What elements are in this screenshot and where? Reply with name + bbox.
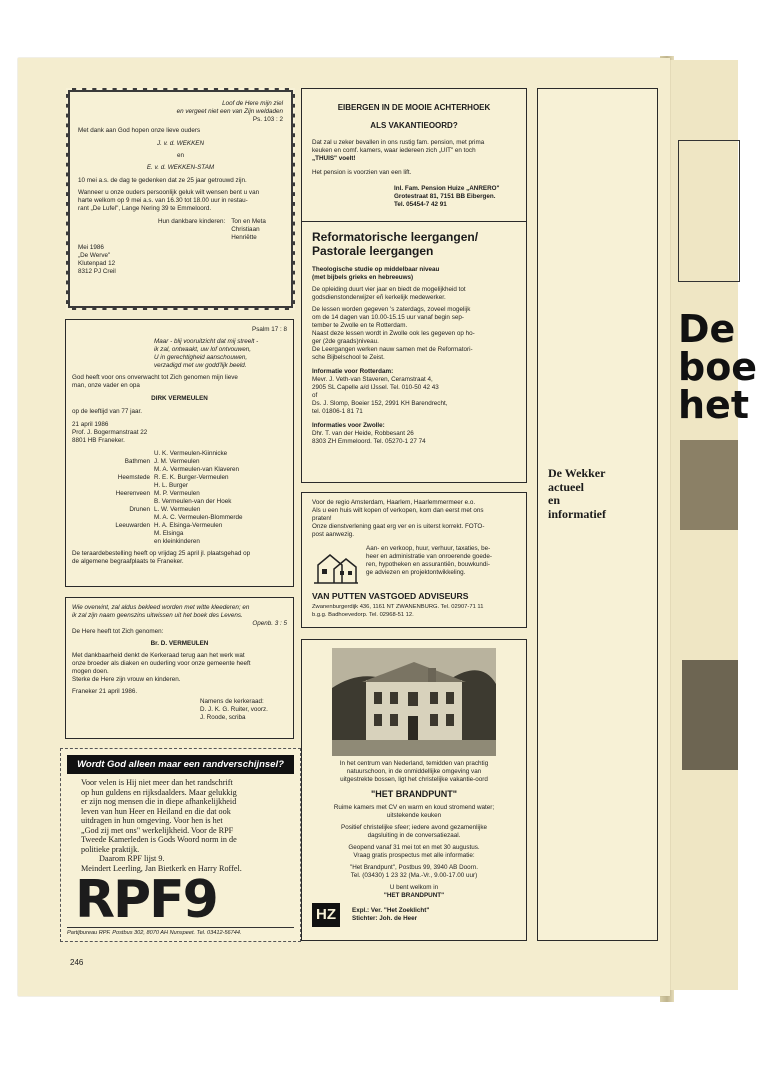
services-line: heer en administratie van onroerende goede-: [366, 553, 493, 560]
company-name: VAN PUTTEN VASTGOED ADVISEURS: [312, 591, 469, 601]
verse-line: ik zal, ontwaakt, uw lof ontvouwen,: [154, 346, 251, 353]
intro-line: man, onze vader en opa: [72, 382, 140, 389]
p4-line: Vraag gratis prospectus met alle informatie:: [353, 852, 475, 859]
ad-rpf: [60, 748, 301, 942]
wekker-line: actueel: [548, 479, 584, 494]
venue-name: "HET BRANDPUNT": [370, 789, 458, 799]
rdam-line: of: [312, 392, 318, 399]
intro-line: God heeft voor ons onverwacht tot Zich genomen mijn lieve: [72, 374, 238, 381]
family-name: L. W. Vermeulen: [154, 506, 201, 513]
p2-line: tember te Zwolle en te Rotterdam.: [312, 322, 408, 329]
body-line: Tweede Kamerleden is Gods Woord norm in de: [81, 835, 237, 844]
funeral-line: de algemene begraafplaats te Franeker.: [72, 558, 184, 565]
verse-line: Wie overwint, zal aldus bekleed worden met witte kleederen; en: [72, 604, 250, 611]
and-text: en: [176, 152, 184, 159]
body-line: politieke praktijk.: [81, 844, 140, 854]
p1-line: De opleiding duurt vier jaar en biedt de mogelijkheid tot: [312, 286, 466, 293]
expl-line: Stichter: Joh. de Heer: [352, 915, 418, 922]
rdam-line: 2905 SL Capelle a/d IJssel. Tel. 010-50 42 43: [312, 384, 439, 391]
family-name: J. M. Vermeulen: [154, 458, 200, 465]
body-line: uitdragen in hun omgeving. Voor hen is het: [81, 816, 223, 825]
services-line: ren, hypotheken en assurantiën, bouwkundi-: [366, 561, 490, 568]
p2-line: Naast deze lessen wordt in Zwolle ook les gegeven op ho-: [312, 330, 475, 337]
invite-line: Wanneer u onze ouders persoonlijk geluk wilt wensen bent u van: [78, 189, 260, 196]
p1-line: natuurschoon, in de onmiddellijke omgeving van: [346, 768, 482, 775]
wekker-line: De Wekker: [548, 466, 606, 480]
invite-line: harte welkom op 9 mei a.s. van 16.30 tot 18.00 uur in restau-: [78, 197, 248, 204]
text-line: mogen doen.: [72, 668, 109, 675]
family-place: Drunen: [129, 506, 150, 513]
family-name: B. Vermeulen-van der Hoek: [154, 498, 232, 505]
address-line: Mei 1986: [78, 244, 104, 251]
magazine-page: [18, 58, 670, 996]
p1-line: uitgestrekte bossen, ligt het christelijke vakantie-oord: [340, 776, 488, 783]
verse-line: Loof de Here mijn ziel: [222, 100, 283, 107]
verse-line: ik zal zijn naam geenszins uitwissen uit het boek des Levens.: [72, 612, 243, 619]
p1-line: In het centrum van Nederland, temidden van prachtig: [339, 760, 489, 767]
building-photo: [332, 648, 496, 756]
services-line: ge adviezen en projektontwikkeling.: [366, 569, 466, 576]
family-place: Bathmen: [124, 458, 150, 465]
text-line: onze broeder als diaken en ouderling voor onze gemeente heeft: [72, 660, 251, 667]
date-line: Franeker 21 april 1986.: [72, 688, 138, 695]
ad-title: ALS VAKANTIEOORD?: [370, 121, 458, 130]
child-name: Christiaan: [231, 226, 260, 233]
family-place: Heerenveen: [115, 490, 150, 497]
text-line: Sterke de Here zijn vrouw en kinderen.: [72, 676, 181, 683]
rdam-line: Mevr. J. Veth-van Staveren, Ceramstraat 4,: [312, 376, 433, 383]
body-line: op hun guldens en rijksdaalders. Maar gelukkig: [81, 787, 237, 797]
lift-line: Het pension is voorzien van een lift.: [312, 169, 412, 176]
p3-line: dagsluiting in de conversatiezaal.: [367, 832, 461, 839]
ad-title: EIBERGEN IN DE MOOIE ACHTERHOEK: [337, 103, 491, 112]
family-place: [72, 450, 154, 458]
names-line: Meindert Leerling, Jan Bietkerk en Harry Roffel.: [81, 863, 242, 873]
family-name: U. K. Vermeulen-Kiinnicke: [154, 450, 228, 457]
address-line: 8801 HB Franeker.: [72, 437, 125, 444]
intro-line: Voor de regio Amsterdam, Haarlem, Haarlemmermeer e.o.: [312, 499, 476, 506]
subtitle-line: (met bijbels grieks en hebreeuws): [312, 274, 414, 281]
intro-line: praten!: [312, 515, 332, 522]
family-name: M. A. C. Vermeulen-Blommerde: [154, 514, 243, 521]
contact-line: Tel. 05454-7 42 91: [394, 201, 447, 208]
sign-line: Namens de kerkeraad:: [200, 698, 264, 705]
p2-line: Ruime kamers met CV en warm en koud stromend water;: [333, 804, 495, 811]
sign-line: D. J. K. G. Ruiter, voorz.: [200, 706, 268, 713]
address-line: Prof. J. Bogermanstraat 22: [72, 429, 148, 436]
intro-text: Met dank aan God hopen onze lieve ouders: [78, 127, 201, 134]
body-line: keuken en comf. kamers, waar iedereen zich „UIT" en toch: [312, 147, 476, 154]
family-name: M. P. Vermeulen: [154, 490, 200, 497]
ad-kerkeraad: [65, 597, 294, 739]
address-line: b.g.g. Badhoevedorp. Tel. 02968-51 12.: [312, 612, 414, 618]
welcome-line: "HET BRANDPUNT": [383, 892, 445, 899]
verse-line: verzadigd met uw godd'lijk beeld.: [154, 362, 247, 369]
body-line: Dat zal u zeker bevallen in ons rustig fam. pension, met prima: [312, 139, 485, 146]
intro-text: De Here heeft tot Zich genomen:: [72, 628, 164, 635]
deceased-name: Br. D. VERMEULEN: [150, 640, 209, 647]
family-name: M. Elsinga: [154, 530, 184, 537]
ad-leergangen: [301, 221, 527, 483]
zwolle-line: 8303 ZH Emmeloord. Tel. 05270-1 27 74: [312, 438, 426, 445]
address-line: 21 april 1986: [72, 421, 109, 428]
body-line: „THUIS" voelt!: [312, 155, 356, 162]
wekker-column: [537, 88, 658, 941]
child-name: Ton en Meta: [231, 218, 266, 225]
verse-line: Maar - blij vooruitzicht dat mij streelt -: [154, 338, 259, 345]
age-line: op de leeftijd van 77 jaar.: [72, 408, 143, 415]
services-line: Aan- en verkoop, huur, verhuur, taxaties, be-: [366, 545, 491, 552]
p5-line: Tel. (03430) 1 23 32 (Ma.-Vr., 9.00-17.00 uur): [350, 872, 478, 879]
address-line: „De Werve": [78, 252, 111, 259]
children-label: Hun dankbare kinderen:: [158, 218, 226, 225]
invite-line: rant „De Lufel", Lange Nering 39 te Emmeloord.: [78, 205, 212, 212]
body-line: Voor velen is Hij niet meer dan het randschrift: [81, 778, 233, 787]
name-2: E. v. d. WEKKEN-STAM: [146, 164, 215, 171]
family-place: Leeuwarden: [115, 522, 150, 529]
ad-title: Pastorale leergangen: [312, 244, 434, 258]
house-logo-icon: [312, 545, 360, 585]
family-name: M. A. Vermeulen-van Klaveren: [154, 466, 240, 473]
p2-line: sche Bijbelschool te Zeist.: [312, 354, 385, 361]
p2-line: De Leergangen werken nauw samen met de Reformatori-: [312, 346, 473, 353]
ad-title: Reformatorische leergangen/: [312, 230, 479, 244]
facing-page-edge: De boe het: [668, 60, 738, 990]
date-line: 10 mei a.s. de dag te gedenken dat ze 25 jaar getrouwd zijn.: [78, 177, 247, 184]
p2-line: om de 14 dagen van 10.00-15.15 uur vanaf begin sep-: [312, 314, 464, 321]
family-name: en kleinkinderen: [154, 538, 200, 545]
zwolle-line: Dhr. T. van der Heide, Robbesant 26: [312, 430, 414, 437]
rdam-line: Ds. J. Slomp, Boeier 152, 2991 KH Barendrecht,: [312, 400, 448, 407]
psalm-ref: Psalm 17 : 8: [252, 326, 287, 333]
verse-line: en vergeet niet een van Zijn weldaden: [176, 108, 283, 115]
welcome-line: U bent welkom in: [389, 884, 439, 891]
verse-line: U in gerechtigheid aanschouwen,: [154, 354, 248, 361]
rpf-footer: Partijbureau RPF. Postbus 302, 8070 AH Nunspeet. Tel. 03412-56744.: [67, 927, 294, 936]
wekker-line: informatief: [548, 506, 606, 521]
family-name: H. L. Burger: [154, 482, 188, 489]
address-line: 8312 PJ Creil: [78, 268, 116, 275]
deceased-name: DIRK VERMEULEN: [151, 395, 208, 402]
family-name: H. A. Elsinga-Vermeulen: [154, 522, 223, 529]
ad-eibergen: [301, 88, 527, 239]
address-line: Zwanenburgerdijk 436, 1161 NT ZWANENBURG. Tel. 02907-71 11: [312, 604, 484, 610]
p1-line: godsdienstonderwijzer eñ kerkelijk medewerker.: [312, 294, 446, 301]
intro-line: Als u een huis wilt kopen of verkopen, kom dan eerst met ons: [312, 507, 484, 514]
ad-wekken: [66, 88, 295, 310]
body-line: er zijn nog mensen die in diepe afhankelijkheid: [81, 797, 237, 806]
ad-brandpunt: [301, 639, 527, 941]
zwolle-heading: Informaties voor Zwolle:: [312, 422, 385, 429]
verse-ref: Ps. 103 : 2: [252, 116, 283, 123]
ad-van-putten: [301, 492, 527, 628]
funeral-line: De teraardebestelling heeft op vrijdag 25 april jl. plaatsgehad op: [72, 550, 251, 557]
p2-line: ger (2de graads)niveau.: [312, 338, 379, 345]
ad-vermeulen-obituary: [65, 319, 294, 587]
sign-line: J. Roode, scriba: [200, 714, 246, 721]
wekker-line: en: [548, 493, 560, 507]
text-line: Met dankbaarheid denkt de Kerkeraad terug aan het werk wat: [72, 652, 245, 659]
subtitle-line: Theologische studie op middelbaar niveau: [312, 266, 440, 273]
hz-logo: HZ: [312, 903, 340, 927]
p2-line: De lessen worden gegeven 's zaterdags, zoveel mogelijk: [312, 306, 471, 313]
page-number: 246: [70, 958, 84, 967]
contact-line: Inl. Fam. Pension Huize „ANRERO": [394, 185, 500, 192]
child-name: Henriëtte: [231, 234, 257, 241]
p2-line: uitstekende keuken: [386, 812, 442, 819]
address-line: Klutenpad 12: [78, 260, 116, 267]
rpf-banner: Wordt God alleen maar een randverschijnsel?: [67, 755, 294, 774]
intro-line: Onze dienstverlening gaat erg ver en is uiterst korrekt. FOTO-: [312, 523, 485, 530]
verse-ref: Openb. 3 : 5: [252, 620, 287, 627]
name-1: J. v. d. WEKKEN: [156, 140, 205, 147]
vote-line: Daarom RPF lijst 9.: [99, 854, 165, 863]
intro-line: post aanwezig.: [312, 531, 355, 538]
body-line: leven van hun Heer en Heiland en die dat ook: [81, 806, 231, 816]
p3-line: Positief christelijke sfeer; iedere avond gezamenlijke: [341, 824, 487, 831]
rdam-line: tel. 01806-1 81 71: [312, 408, 363, 415]
body-line: „God zij met ons" werkelijkheid. Voor de RPF: [81, 825, 234, 835]
family-place: Heemstede: [117, 474, 150, 481]
contact-line: Grotestraat 81, 7151 BB Eibergen.: [394, 193, 496, 200]
family-name: R. E. K. Burger-Vermeulen: [154, 474, 229, 481]
expl-line: Expl.: Ver. "Het Zoeklicht": [352, 907, 430, 914]
p5-line: "Het Brandpunt", Postbus 99, 3940 AB Doorn.: [349, 864, 479, 871]
rpf-logo: RPF9: [75, 870, 217, 930]
rdam-heading: Informatie voor Rotterdam:: [312, 368, 394, 375]
p4-line: Geopend vanaf 31 mei tot en met 30 augustus.: [348, 844, 480, 851]
